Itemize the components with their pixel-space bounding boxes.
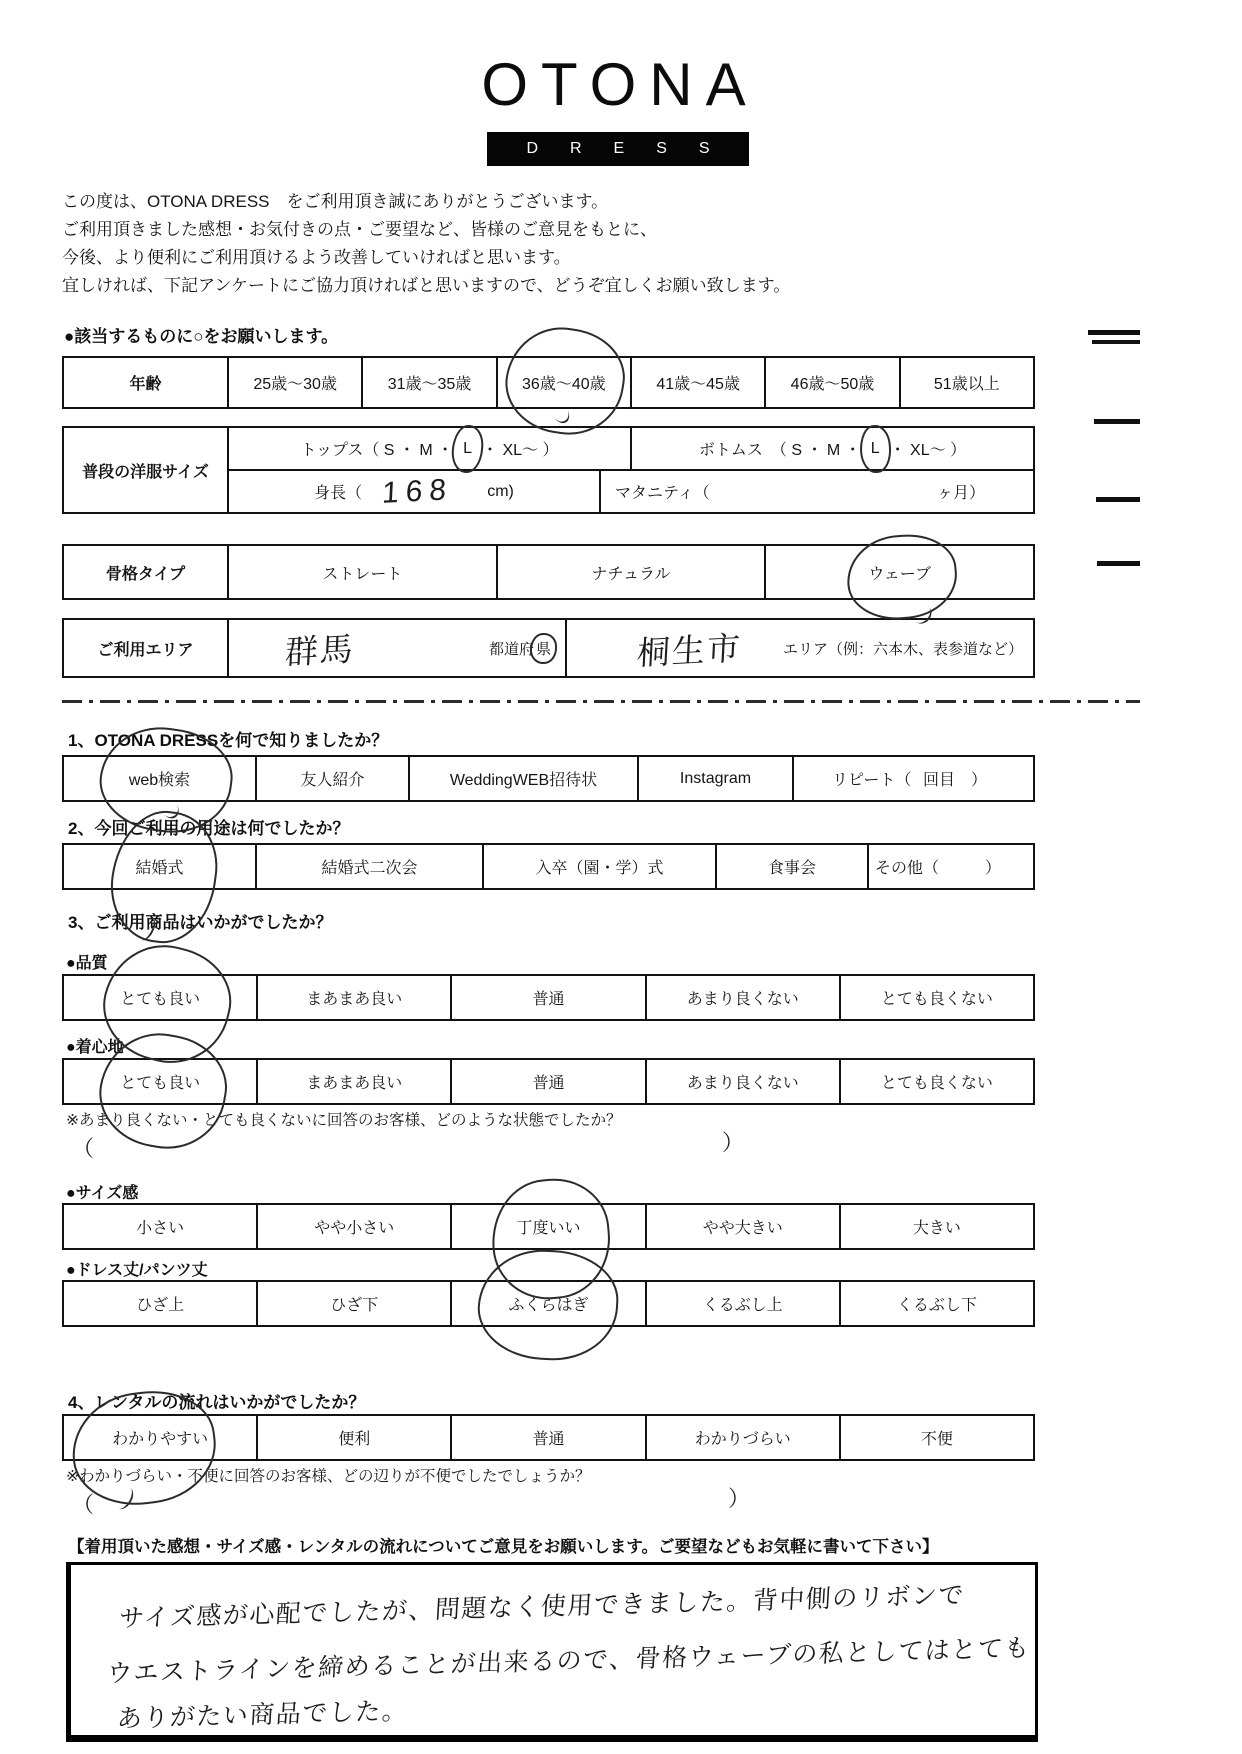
hem-option-text: ひざ下 (330, 1297, 379, 1314)
q4-option-text: 普通 (532, 1431, 565, 1448)
q4-paren-close: ） (728, 1486, 751, 1511)
quality-option-text: とても良い (120, 991, 201, 1008)
comfort-option-text: とても良い (120, 1075, 201, 1092)
prefecture-word (489, 638, 553, 659)
skeleton-type-label: 骨格タイプ (105, 565, 186, 583)
size-feel-option (645, 1205, 839, 1248)
q4-option (256, 1416, 450, 1459)
tops-circled-size (461, 440, 474, 458)
comfort-option-text: まあまあ良い (306, 1075, 403, 1092)
q2-option-text: 結婚式 (135, 860, 184, 877)
skeleton-option-text: ウェーブ (868, 565, 931, 583)
q1-option (637, 757, 792, 800)
clothing-size-grid (227, 428, 1033, 512)
prefecture-word-circled: 県 (534, 638, 553, 659)
quality-option-text: まあまあ良い (306, 991, 403, 1008)
q2-option (715, 845, 867, 888)
intro-line: ご利用頂きました感想・お気付きの点・ご要望など、皆様のご意見をもとに、 (62, 220, 657, 239)
comfort-option (645, 1060, 839, 1103)
size-feel-table (62, 1203, 1035, 1250)
hem-option-text: くるぶし下 (896, 1297, 977, 1314)
q2-option (482, 845, 715, 888)
scan-artifact (1096, 497, 1140, 502)
comfort-label: ●着心地 (66, 1039, 124, 1056)
dashed-separator (62, 700, 1140, 703)
age-label: 年齢 (129, 376, 162, 393)
area-hint: エリア（例：六本木、表参道など） (782, 640, 1023, 658)
size-feel-label: ●サイズ感 (66, 1185, 139, 1202)
quality-option (256, 976, 450, 1019)
quality-table (62, 974, 1035, 1021)
handwritten-city: 桐生市 (635, 628, 743, 672)
q1-option-text: 友人紹介 (300, 772, 365, 789)
quality-option-text: とても良くない (880, 991, 993, 1008)
quality-option-text: 普通 (532, 991, 565, 1008)
q4-option (839, 1416, 1033, 1459)
q1-option (408, 757, 637, 800)
bottoms-text-before: ボトムス （ S ・ M ・ (698, 442, 861, 459)
comfort-table (62, 1058, 1035, 1105)
hem-option (839, 1282, 1033, 1325)
height-suffix: cm) (487, 482, 514, 500)
age-option (496, 358, 630, 407)
logo-dress-bar (487, 132, 749, 166)
age-option (630, 358, 764, 407)
quality-option (450, 976, 644, 1019)
q4-option (450, 1416, 644, 1459)
skeleton-option-text: ストレート (322, 565, 403, 583)
hem-option-text: ひざ上 (136, 1297, 185, 1314)
comfort-option (256, 1060, 450, 1103)
comment-box (66, 1562, 1038, 1742)
scan-artifact (1094, 419, 1140, 424)
age-option (227, 358, 361, 407)
q4-heading: 4、レンタルの流れはいかがでしたか？ (68, 1393, 366, 1412)
handwritten-prefecture: 群馬 (283, 629, 356, 671)
age-option-text: 31歳～35歳 (387, 376, 472, 393)
handwritten-comment-line: サイズ感が心配でしたが、問題なく使用できました。背中側のリボンで (118, 1581, 966, 1633)
skeleton-option (764, 546, 1033, 598)
age-option (361, 358, 495, 407)
size-feel-option (64, 1205, 256, 1248)
scan-artifact (1088, 330, 1140, 335)
q1-repeat-suffix: 回目 ） (922, 772, 987, 789)
hem-label: ●ドレス丈/パンツ丈 (66, 1262, 208, 1279)
q4-option-text: わかりづらい (694, 1431, 791, 1448)
comfort-option-text: 普通 (532, 1075, 565, 1092)
quality-option (645, 976, 839, 1019)
size-feel-option-text: 丁度いい (516, 1220, 581, 1237)
q1-table (62, 755, 1035, 802)
skeleton-option (496, 546, 765, 598)
tops-text-after: ・ XL～ ） (482, 442, 559, 459)
age-option-text: 41歳～45歳 (656, 376, 740, 393)
age-table (62, 356, 1035, 409)
height-cell (229, 471, 599, 512)
q1-repeat-cell (792, 757, 1033, 800)
hem-option (256, 1282, 450, 1325)
maternity-prefix: マタニティ（ (615, 485, 710, 502)
handwritten-height-value: 168 (381, 472, 455, 510)
prefecture-word-before: 都道府 (488, 640, 534, 658)
tops-cell (229, 428, 630, 469)
q1-option-text: web検索 (128, 772, 191, 789)
age-option-text: 51歳以上 (933, 376, 1000, 393)
hem-option (64, 1282, 256, 1325)
q2-table (62, 843, 1035, 890)
q1-option (64, 757, 255, 800)
height-prefix: 身長（ (314, 485, 363, 502)
q4-option (64, 1416, 256, 1459)
size-feel-option (450, 1205, 644, 1248)
maternity-cell (599, 471, 1033, 512)
bottoms-cell (630, 428, 1033, 469)
q2-other-suffix: ） (984, 860, 1001, 877)
age-option-text: 25歳～30歳 (253, 376, 337, 393)
city-cell (565, 620, 1033, 676)
q2-option-text: 食事会 (767, 860, 816, 877)
q1-option-text: Instagram (679, 769, 752, 787)
bottoms-text-after: ・ XL～ ） (889, 442, 967, 459)
bottoms-circled-letter: L (870, 439, 880, 457)
q4-option-text: 便利 (338, 1431, 371, 1448)
bottoms-circled-size (869, 440, 882, 458)
q4-option (645, 1416, 839, 1459)
quality-option-text: あまり良くない (686, 991, 799, 1008)
age-option (764, 358, 898, 407)
clothing-size-label: 普段の洋服サイズ (82, 463, 209, 481)
q4-paren-open: （ (72, 1492, 95, 1517)
hem-table (62, 1280, 1035, 1327)
scan-artifact (1092, 340, 1140, 344)
q1-repeat-prefix: リピート（ (832, 772, 912, 789)
intro-line: 今後、より便利にご利用頂けるよう改善していければと思います。 (62, 248, 571, 267)
clothing-size-table (62, 426, 1035, 514)
size-feel-option-text: やや小さい (314, 1220, 395, 1237)
q3-bad-note: ※あまり良くない・とても良くないに回答のお客様、どのような状態でしたか？ (66, 1112, 622, 1129)
usage-area-table (62, 618, 1035, 678)
comment-heading: 【着用頂いた感想・サイズ感・レンタルの流れについてご意見をお願いします。ご要望などもお気軽に書いて下さい】 (68, 1538, 939, 1556)
tops-circled-letter: L (463, 439, 473, 457)
q1-option (255, 757, 408, 800)
age-option-text: 36歳～40歳 (522, 376, 606, 393)
skeleton-option (227, 546, 496, 598)
size-feel-option-text: 大きい (912, 1220, 961, 1237)
q4-table (62, 1414, 1035, 1461)
q3-paren-close: ） (722, 1130, 745, 1155)
q1-heading: 1、OTONA DRESSを何で知りましたか？ (68, 731, 389, 750)
selection-circle-tail (111, 1484, 137, 1513)
age-option-text: 46歳～50歳 (790, 376, 875, 393)
handwritten-comment-line: ウエストラインを締めることが出来るので、骨格ウェーブの私としてはとても (106, 1634, 1032, 1688)
intro-paragraph (62, 188, 790, 300)
usage-area-label: ご利用エリア (97, 641, 194, 659)
q2-option (64, 845, 255, 888)
maternity-suffix: ヶ月） (936, 485, 985, 502)
age-option (899, 358, 1033, 407)
q2-other-cell (867, 845, 1033, 888)
scan-artifact (1097, 561, 1140, 566)
comfort-option (839, 1060, 1033, 1103)
handwritten-comment-line: ありがたい商品でした。 (116, 1696, 410, 1734)
comfort-option-text: あまり良くない (686, 1075, 799, 1092)
q2-option (255, 845, 482, 888)
hem-option (450, 1282, 644, 1325)
hem-option-text: くるぶし上 (702, 1297, 783, 1314)
prefecture-cell (227, 620, 565, 676)
q3-heading: 3、ご利用商品はいかがでしたか？ (68, 913, 333, 932)
comfort-option (64, 1060, 256, 1103)
hem-option (645, 1282, 839, 1325)
hem-option-text: ふくらはぎ (508, 1297, 589, 1314)
skeleton-type-table (62, 544, 1035, 600)
q2-other-prefix: その他（ (875, 860, 940, 877)
size-feel-option (256, 1205, 450, 1248)
skeleton-option-text: ナチュラル (591, 565, 671, 583)
quality-option (839, 976, 1033, 1019)
size-feel-option-text: 小さい (136, 1220, 185, 1237)
q2-option-text: 入卒（園・学）式 (535, 860, 664, 877)
intro-line: 宜しければ、下記アンケートにご協力頂ければと思いますので、どうぞ宜しくお願い致します。 (62, 276, 791, 295)
comfort-option (450, 1060, 644, 1103)
q4-bad-note: ※わかりづらい・不便に回答のお客様、どの辺りが不便でしたでしょうか？ (66, 1468, 591, 1485)
logo-otona: OTONA (481, 51, 759, 118)
q4-option-text: 不便 (920, 1431, 953, 1448)
logo-dress-text: DRESS (526, 140, 742, 157)
selection-circle-tail (547, 398, 573, 427)
instruction-heading: ●該当するものに○をお願いします。 (64, 327, 339, 346)
tops-text-before: トップス（ S ・ M ・ (300, 442, 454, 459)
q4-option-text: わかりやすい (112, 1431, 209, 1448)
q3-paren-open: （ (72, 1136, 95, 1161)
q2-heading: 2、今回ご利用の用途は何でしたか？ (68, 819, 350, 838)
quality-label: ●品質 (66, 955, 108, 972)
q2-option-text: 結婚式二次会 (321, 860, 418, 877)
size-feel-option (839, 1205, 1033, 1248)
comfort-option-text: とても良くない (880, 1075, 993, 1092)
quality-option (64, 976, 256, 1019)
intro-line: この度は、OTONA DRESS をご利用頂き誠にありがとうございます。 (62, 192, 609, 211)
q1-option-text: WeddingWEB招待状 (449, 772, 598, 789)
size-feel-option-text: やや大きい (702, 1220, 783, 1237)
